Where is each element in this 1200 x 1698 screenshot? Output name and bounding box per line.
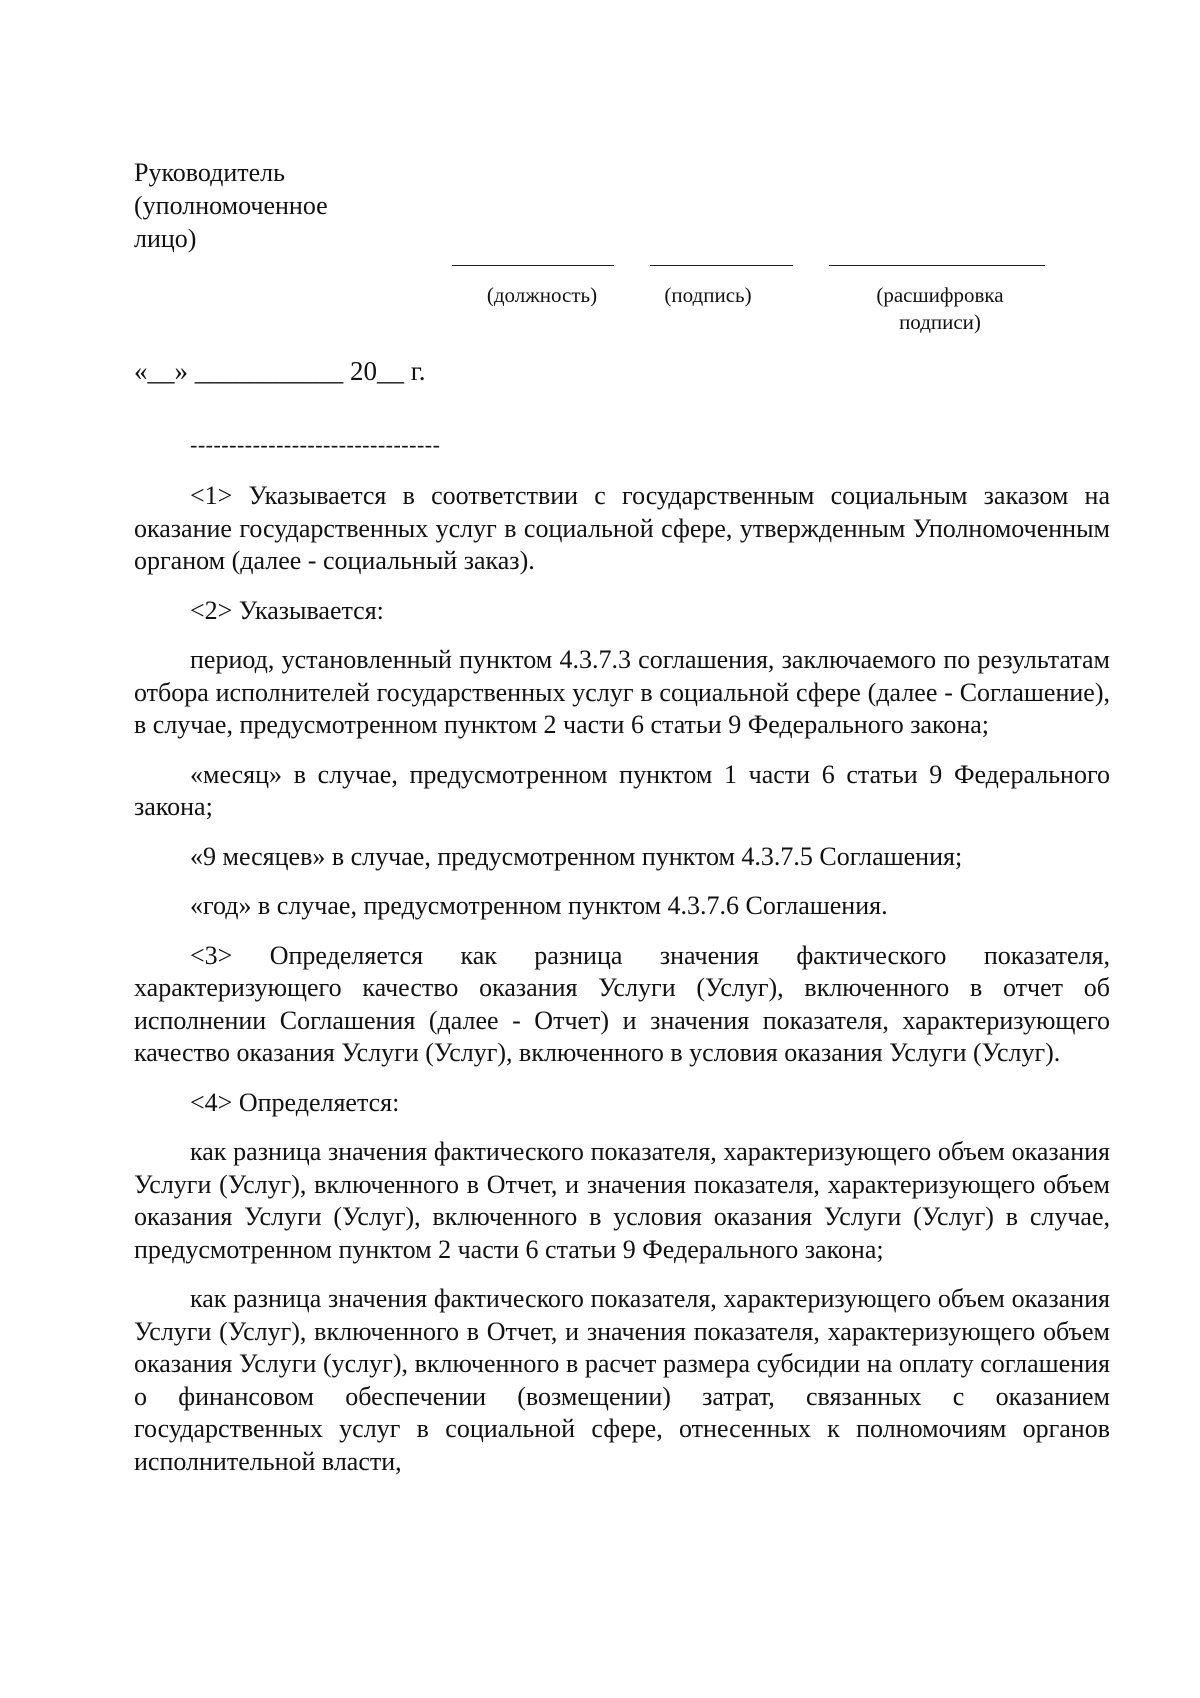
signatory-title — [134, 156, 328, 255]
signature-caption: (подпись) — [664, 283, 752, 307]
footnote-paragraph: как разница значения фактического показателя, характеризующего объем оказания Услуги (Услуг), включенного в Отчет, и значения показателя, характеризующего объем оказания Услуги (услуг), включенного в расчет размера субсидии на оплату соглашения о финансовом обеспечении (возмещении) затрат, связанных с оказанием государственных услуг в социальной сфере, отнесенных к полномочиям органов исполнительной власти, — [134, 1284, 1110, 1476]
decoding-blank-line — [829, 265, 1045, 266]
footnote-paragraph: как разница значения фактического показателя, характеризующего объем оказания Услуги (Услуг), включенного в Отчет, и значения показателя, характеризующего объем оказания Услуги (Услуг), включенного в условия оказания Услуги (Услуг) в случае, предусмотренном пунктом 2 части 6 статьи 9 Федерального закона; — [134, 1137, 1110, 1264]
footnote-paragraph: «9 месяцев» в случае, предусмотренном пунктом 4.3.7.5 Соглашения; — [190, 841, 963, 871]
decoding-caption — [850, 282, 1030, 336]
signatory-title-line: лицо) — [134, 224, 197, 253]
date-line: «__» ___________ 20__ г. — [134, 356, 426, 386]
footnote-paragraph: период, установленный пунктом 4.3.7.3 соглашения, заключаемого по результатам отбора исполнителей государственных услуг в социальной сфере (далее - Соглашение), в случае, предусмотренном пунктом 2 части 6 статьи 9 Федерального закона; — [134, 645, 1110, 739]
position-caption: (должность) — [486, 283, 598, 307]
decoding-caption-line: (расшифровка — [876, 283, 1004, 307]
position-blank-line — [452, 265, 614, 266]
signatory-title-line: (уполномоченное — [134, 191, 328, 220]
footnote-paragraph: <4> Определяется: — [190, 1087, 400, 1117]
signature-blank-line — [650, 265, 793, 266]
footnotes-section — [134, 480, 1110, 1478]
footnote-separator: -------------------------------- — [190, 432, 441, 457]
footnote-paragraph: <2> Указывается: — [190, 595, 384, 625]
footnote-paragraph: <3> Определяется как разница значения фактического показателя, характеризующего качество оказания Услуги (Услуг), включенного в отчет об исполнении Соглашения (далее - Отчет) и значения показателя, характеризующего качество оказания Услуги (Услуг), включенного в условия оказания Услуги (Услуг). — [134, 940, 1110, 1067]
footnote-paragraph: <1> Указывается в соответствии с государственным социальным заказом на оказание государственных услуг в социальной сфере, утвержденным Уполномоченным органом (далее - социальный заказ). — [134, 481, 1110, 575]
footnote-paragraph: «месяц» в случае, предусмотренном пунктом 1 части 6 статьи 9 Федерального закона; — [134, 759, 1110, 821]
signatory-title-line: Руководитель — [134, 158, 285, 187]
decoding-caption-line: подписи) — [899, 310, 981, 334]
footnote-paragraph: «год» в случае, предусмотренном пунктом 4.3.7.6 Соглашения. — [190, 891, 888, 920]
